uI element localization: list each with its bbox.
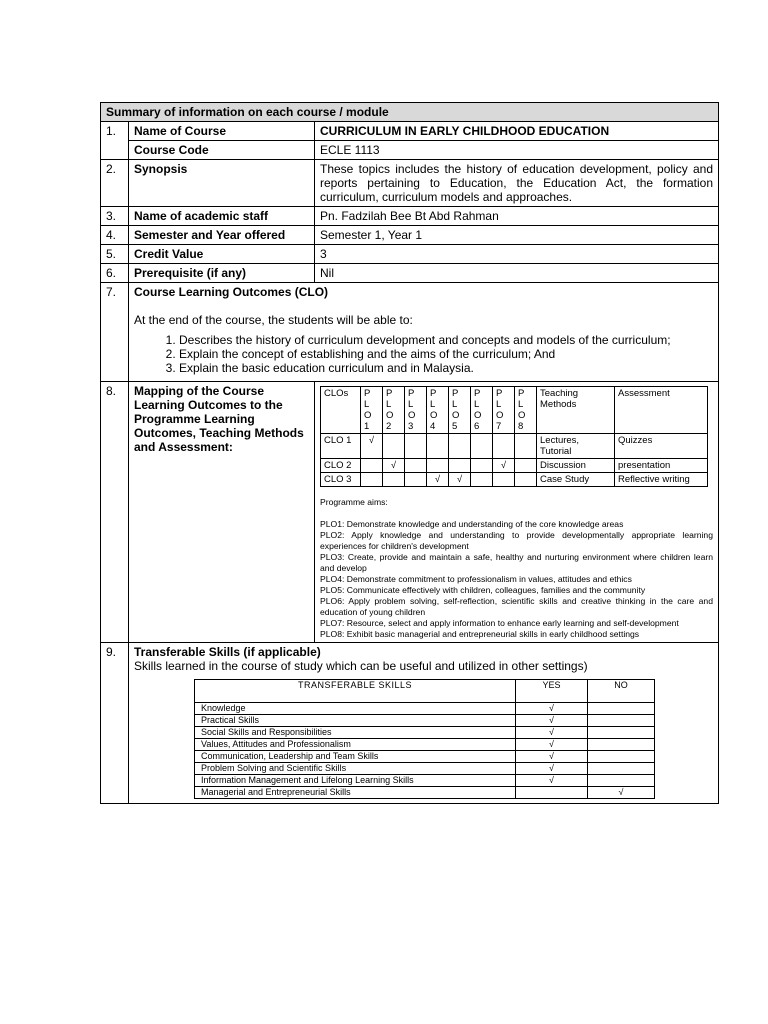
table-header: Summary of information on each course / module — [101, 103, 719, 122]
mapping-header-assessment: Assessment — [615, 387, 708, 434]
plo-mark: √ — [361, 434, 383, 459]
skills-header: TRANSFERABLE SKILLS — [195, 680, 516, 703]
academic-staff-label: Name of academic staff — [129, 207, 315, 226]
plo-mark — [471, 434, 493, 459]
clo-intro: At the end of the course, the students will be able to: — [134, 313, 413, 327]
row-synopsis — [101, 160, 719, 207]
row-number: 1. — [101, 122, 129, 160]
skill-yes: √ — [516, 775, 588, 787]
skill-name: Knowledge — [195, 703, 516, 715]
row-number: 3. — [101, 207, 129, 226]
table-row — [321, 459, 708, 473]
course-name-value: CURRICULUM IN EARLY CHILDHOOD EDUCATION — [315, 122, 719, 141]
mapping-header-plo5: P L O 5 — [449, 387, 471, 434]
list-item: 2. Explain the concept of establishing and the aims of the curriculum; And — [179, 347, 713, 361]
credit-value: 3 — [315, 245, 719, 264]
row-mapping — [101, 382, 719, 643]
row-course-name — [101, 122, 719, 141]
skill-yes — [516, 787, 588, 799]
row-semester — [101, 226, 719, 245]
row-number: 4. — [101, 226, 129, 245]
academic-staff-value: Pn. Fadzilah Bee Bt Abd Rahman — [315, 207, 719, 226]
plo-mark — [515, 473, 537, 487]
plo-mark — [515, 434, 537, 459]
clo-name: CLO 2 — [321, 459, 361, 473]
mapping-header-plo4: P L O 4 — [427, 387, 449, 434]
course-name-label: Name of Course — [129, 122, 315, 141]
semester-label: Semester and Year offered — [129, 226, 315, 245]
clo-label: Course Learning Outcomes (CLO) — [134, 285, 329, 299]
skill-no — [588, 703, 655, 715]
transferable-skills-desc: Skills learned in the course of study which can be useful and utilized in other settings) — [134, 659, 588, 673]
assessment: presentation — [615, 459, 708, 473]
teaching-method: Discussion — [537, 459, 615, 473]
skill-yes: √ — [516, 727, 588, 739]
clo-name: CLO 1 — [321, 434, 361, 459]
table-row — [195, 715, 655, 727]
prerequisite-value: Nil — [315, 264, 719, 283]
plo-mark — [427, 459, 449, 473]
plo-mark: √ — [427, 473, 449, 487]
mapping-header-plo3: P L O 3 — [405, 387, 427, 434]
row-academic-staff — [101, 207, 719, 226]
course-summary-document — [100, 102, 719, 804]
plo-mark: √ — [493, 459, 515, 473]
row-number: 9. — [101, 643, 129, 804]
row-transferable-skills — [101, 643, 719, 804]
clo-list — [134, 333, 713, 375]
skill-yes: √ — [516, 715, 588, 727]
synopsis-label: Synopsis — [129, 160, 315, 207]
table-row — [195, 751, 655, 763]
skill-name: Managerial and Entrepreneurial Skills — [195, 787, 516, 799]
plo-mark — [449, 434, 471, 459]
plo-mark — [471, 473, 493, 487]
plo-aim: PLO1: Demonstrate knowledge and understanding of the core knowledge areas — [320, 519, 624, 529]
mapping-cell — [315, 382, 719, 643]
plo-mark — [361, 473, 383, 487]
plo-mark — [449, 459, 471, 473]
mapping-header-plo7: P L O 7 — [493, 387, 515, 434]
credit-value-label: Credit Value — [129, 245, 315, 264]
mapping-header-plo6: P L O 6 — [471, 387, 493, 434]
plo-mark — [405, 459, 427, 473]
transferable-skills-cell — [129, 643, 719, 804]
plo-aim: PLO4: Demonstrate commitment to professionalism in values, attitudes and ethics — [320, 574, 632, 584]
mapping-header-teaching: Teaching Methods — [537, 387, 615, 434]
prerequisite-label: Prerequisite (if any) — [129, 264, 315, 283]
plo-mark — [383, 473, 405, 487]
skill-name: Social Skills and Responsibilities — [195, 727, 516, 739]
list-item: 1. Describes the history of curriculum development and concepts and models of the curriculum; — [179, 333, 713, 347]
list-item: 3. Explain the basic education curriculum and in Malaysia. — [179, 361, 713, 375]
skill-no — [588, 775, 655, 787]
plo-mark — [383, 434, 405, 459]
skills-header-row — [195, 680, 655, 703]
skill-name: Communication, Leadership and Team Skills — [195, 751, 516, 763]
skill-no — [588, 751, 655, 763]
yes-header: YES — [516, 680, 588, 703]
clo-name: CLO 3 — [321, 473, 361, 487]
table-row — [321, 434, 708, 459]
plo-aim: PLO5: Communicate effectively with children, colleagues, families and the community — [320, 585, 646, 595]
row-number: 7. — [101, 283, 129, 382]
table-row — [195, 703, 655, 715]
mapping-header-plo2: P L O 2 — [383, 387, 405, 434]
table-row — [195, 787, 655, 799]
skill-no — [588, 715, 655, 727]
plo-aim: PLO7: Resource, select and apply information to enhance early learning and self-development — [320, 618, 679, 628]
plo-aim: PLO8: Exhibit basic managerial and entrepreneurial skills in early childhood settings — [320, 629, 640, 639]
skill-yes: √ — [516, 751, 588, 763]
skill-no — [588, 739, 655, 751]
plo-mark — [493, 473, 515, 487]
assessment: Quizzes — [615, 434, 708, 459]
skill-yes: √ — [516, 739, 588, 751]
skill-no — [588, 763, 655, 775]
row-number: 6. — [101, 264, 129, 283]
skill-name: Practical Skills — [195, 715, 516, 727]
row-number: 2. — [101, 160, 129, 207]
plo-mark: √ — [383, 459, 405, 473]
skill-no: √ — [588, 787, 655, 799]
row-course-code — [101, 141, 719, 160]
skill-name: Information Management and Lifelong Learning Skills — [195, 775, 516, 787]
plo-mark — [515, 459, 537, 473]
row-number: 5. — [101, 245, 129, 264]
row-credit-value — [101, 245, 719, 264]
skill-name: Values, Attitudes and Professionalism — [195, 739, 516, 751]
plo-mark — [493, 434, 515, 459]
table-row — [195, 775, 655, 787]
transferable-skills-label: Transferable Skills (if applicable) — [134, 645, 321, 659]
teaching-method: Case Study — [537, 473, 615, 487]
synopsis-value: These topics includes the history of education development, policy and reports pertaining to Education, the Education Act, the formation curriculum, curriculum models and approaches. — [315, 160, 719, 207]
plo-mark — [427, 434, 449, 459]
plo-aim: PLO6: Apply problem solving, self-reflection, scientific skills and creative thinking in the care and education of young children — [320, 596, 713, 617]
table-row — [321, 473, 708, 487]
plo-mark — [361, 459, 383, 473]
table-header-row — [101, 103, 719, 122]
skill-name: Problem Solving and Scientific Skills — [195, 763, 516, 775]
skill-yes: √ — [516, 763, 588, 775]
programme-aims-title: Programme aims: — [320, 497, 388, 507]
course-code-label: Course Code — [129, 141, 315, 160]
table-row — [195, 727, 655, 739]
no-header: NO — [588, 680, 655, 703]
transferable-skills-table — [194, 679, 655, 799]
plo-mark — [471, 459, 493, 473]
plo-mark — [405, 473, 427, 487]
assessment: Reflective writing — [615, 473, 708, 487]
row-number: 8. — [101, 382, 129, 643]
plo-aim: PLO3: Create, provide and maintain a safe, healthy and nurturing environment where children learn and develop — [320, 552, 713, 573]
skill-no — [588, 727, 655, 739]
skill-yes: √ — [516, 703, 588, 715]
mapping-header-plo8: P L O 8 — [515, 387, 537, 434]
mapping-header-plo1: P L O 1 — [361, 387, 383, 434]
teaching-method: Lectures, Tutorial — [537, 434, 615, 459]
mapping-header-row — [321, 387, 708, 434]
clo-plo-mapping-table — [320, 386, 708, 487]
plo-mark — [405, 434, 427, 459]
table-row — [195, 763, 655, 775]
row-prerequisite — [101, 264, 719, 283]
table-row — [195, 739, 655, 751]
clo-cell — [129, 283, 719, 382]
programme-aims — [320, 497, 713, 640]
plo-mark: √ — [449, 473, 471, 487]
mapping-header-clos: CLOs — [321, 387, 361, 434]
course-summary-table — [100, 102, 719, 804]
course-code-value: ECLE 1113 — [315, 141, 719, 160]
semester-value: Semester 1, Year 1 — [315, 226, 719, 245]
plo-aim: PLO2: Apply knowledge and understanding to provide developmentally appropriate learning experiences for children's development — [320, 530, 713, 551]
row-clo — [101, 283, 719, 382]
mapping-label: Mapping of the Course Learning Outcomes to the Programme Learning Outcomes, Teaching Methods and Assessment: — [129, 382, 315, 643]
